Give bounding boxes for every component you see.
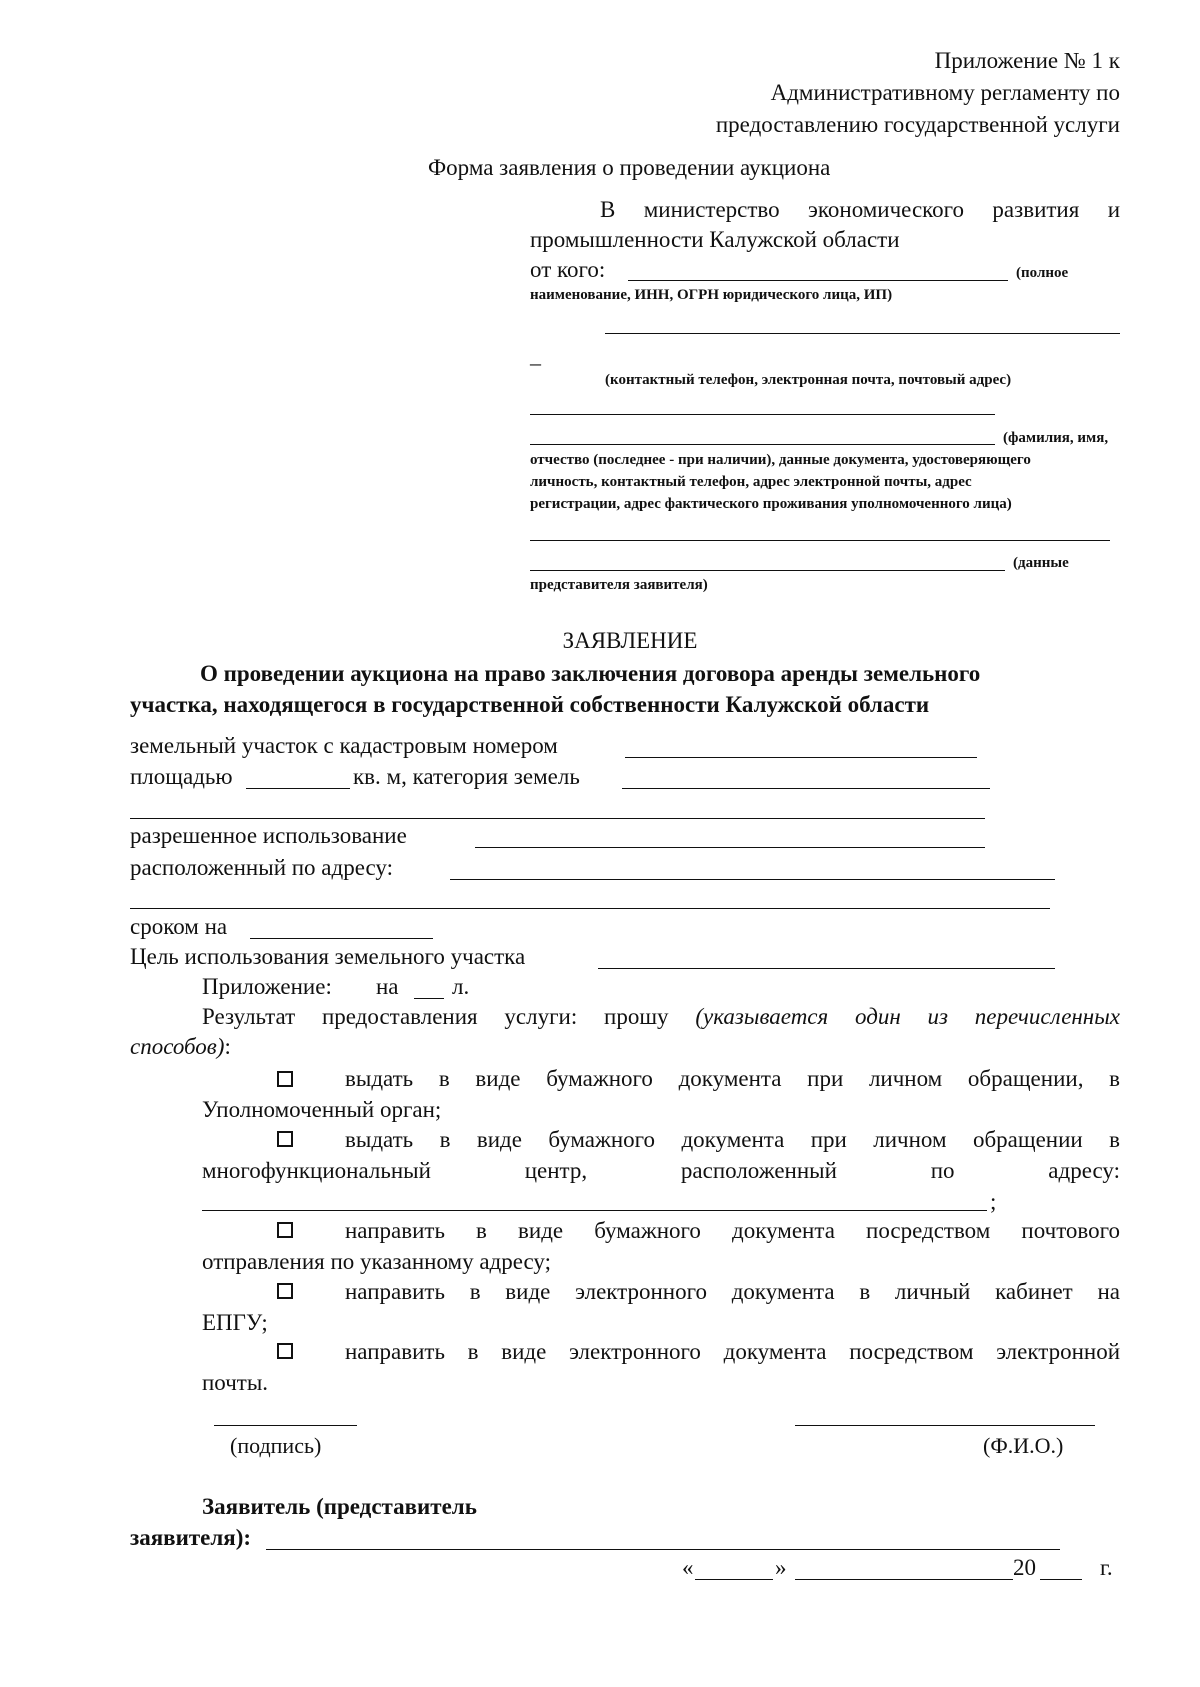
mfc-address-field[interactable]: [202, 1210, 987, 1211]
applicant-line-2: заявителя):: [130, 1525, 252, 1550]
result-intro-italic: (указывается один из перечисленных: [695, 1004, 1121, 1029]
signature-field[interactable]: [214, 1425, 357, 1426]
result-intro-line-2: [130, 1034, 231, 1060]
field-line-3[interactable]: [530, 414, 995, 415]
date-day-field[interactable]: [695, 1579, 773, 1580]
from-field-line[interactable]: [628, 280, 1008, 281]
option-2-checkbox[interactable]: [277, 1131, 293, 1147]
statement-subtitle-line-2: участка, находящегося в государственной собственности Калужской области: [130, 692, 930, 717]
addressee-line-2: промышленности Калужской области: [530, 227, 900, 252]
option-2-line-3: ;: [990, 1189, 997, 1214]
date-month-field[interactable]: [795, 1579, 1013, 1580]
field-line-6[interactable]: [530, 570, 1005, 571]
result-intro-colon: :: [224, 1034, 231, 1059]
statement-subtitle-line-1: О проведении аукциона на право заключения договора аренды земельного: [200, 661, 981, 686]
area-label: площадью: [130, 764, 233, 789]
note-2: (контактный телефон, электронная почта, почтовый адрес): [605, 372, 1012, 388]
field-line-2[interactable]: [605, 333, 1120, 334]
addressee-line-1: В министерство экономического развития и: [600, 197, 1120, 222]
statement-title: ЗАЯВЛЕНИЕ: [562, 628, 698, 653]
result-intro-italic-2: способов): [130, 1034, 225, 1059]
option-2-line-2: многофункциональный центр, расположенный по адресу:: [202, 1158, 1120, 1183]
option-3-line-2: отправления по указанному адресу;: [202, 1249, 552, 1274]
applicant-field[interactable]: [266, 1549, 1060, 1550]
annex-line-3: предоставлению государственной услуги: [715, 112, 1120, 137]
year-suffix: г.: [1100, 1555, 1113, 1580]
note-1-tail: (полное: [1016, 265, 1069, 281]
cadastral-number-field[interactable]: [625, 757, 977, 758]
cadastral-label: земельный участок с кадастровым номером: [130, 733, 558, 758]
fio-field[interactable]: [795, 1425, 1095, 1426]
purpose-field[interactable]: [598, 968, 1055, 969]
option-4-line-2: ЕПГУ;: [202, 1310, 268, 1335]
attachment-label: Приложение:: [202, 974, 332, 999]
from-label: от кого:: [530, 257, 606, 282]
option-3-checkbox[interactable]: [277, 1222, 293, 1238]
field-line-4[interactable]: [530, 444, 995, 445]
purpose-label: Цель использования земельного участка: [130, 944, 526, 969]
option-5-line-1: направить в виде электронного документа посредством электронной: [345, 1339, 1120, 1364]
signature-label: (подпись): [230, 1433, 322, 1458]
option-3-line-1: направить в виде бумажного документа посредством почтового: [345, 1218, 1120, 1243]
form-title: Форма заявления о проведении аукциона: [428, 155, 831, 180]
option-4-checkbox[interactable]: [277, 1283, 293, 1299]
option-1-checkbox[interactable]: [277, 1071, 293, 1087]
area-unit-label: кв. м, категория земель: [353, 764, 580, 789]
land-category-field-cont[interactable]: [130, 818, 985, 819]
date-close-quote: »: [775, 1555, 787, 1580]
address-field[interactable]: [450, 879, 1055, 880]
address-field-cont[interactable]: [130, 908, 1050, 909]
note-1-line-2: наименование, ИНН, ОГРН юридического лица, ИП): [530, 287, 893, 303]
attachment-pages-field[interactable]: [414, 998, 444, 999]
note-3-line-2: отчество (последнее - при наличии), данные документа, удостоверяющего: [530, 452, 1031, 468]
attachment-l: л.: [452, 974, 470, 999]
field-line-5[interactable]: [530, 540, 1110, 541]
option-5-checkbox[interactable]: [277, 1343, 293, 1359]
note-4-line-2: представителя заявителя): [530, 577, 708, 593]
dash: –: [530, 350, 541, 375]
option-1-line-2: Уполномоченный орган;: [202, 1097, 442, 1122]
term-label: сроком на: [130, 914, 228, 939]
note-3-line-4: регистрации, адрес фактического проживания уполномоченного лица): [530, 496, 1012, 512]
option-2-line-1: выдать в виде бумажного документа при личном обращении в: [345, 1127, 1120, 1152]
term-field[interactable]: [250, 938, 433, 939]
result-intro-plain: Результат предоставления услуги: прошу: [202, 1004, 669, 1029]
annex-line-2: Административному регламенту по: [770, 80, 1120, 105]
attachment-na: на: [376, 974, 399, 999]
permitted-use-field[interactable]: [475, 847, 985, 848]
result-intro: [202, 1004, 1120, 1030]
address-label: расположенный по адресу:: [130, 855, 393, 880]
fio-label: (Ф.И.О.): [983, 1433, 1064, 1458]
annex-line-1: Приложение № 1 к: [934, 48, 1120, 73]
permitted-use-label: разрешенное использование: [130, 823, 407, 848]
option-4-line-1: направить в виде электронного документа в личный кабинет на: [345, 1279, 1120, 1304]
land-category-field[interactable]: [622, 788, 990, 789]
option-5-line-2: почты.: [202, 1370, 269, 1395]
note-3-tail: (фамилия, имя,: [1003, 430, 1109, 446]
note-3-line-3: личность, контактный телефон, адрес электронной почты, адрес: [530, 474, 972, 490]
applicant-line-1: Заявитель (представитель: [202, 1494, 477, 1519]
option-1-line-1: выдать в виде бумажного документа при личном обращении, в: [345, 1066, 1120, 1091]
year-prefix: 20: [1013, 1555, 1036, 1580]
area-field[interactable]: [246, 788, 350, 789]
note-4-tail: (данные: [1013, 555, 1069, 571]
date-open-quote: «: [682, 1555, 694, 1580]
date-year-field[interactable]: [1040, 1579, 1082, 1580]
